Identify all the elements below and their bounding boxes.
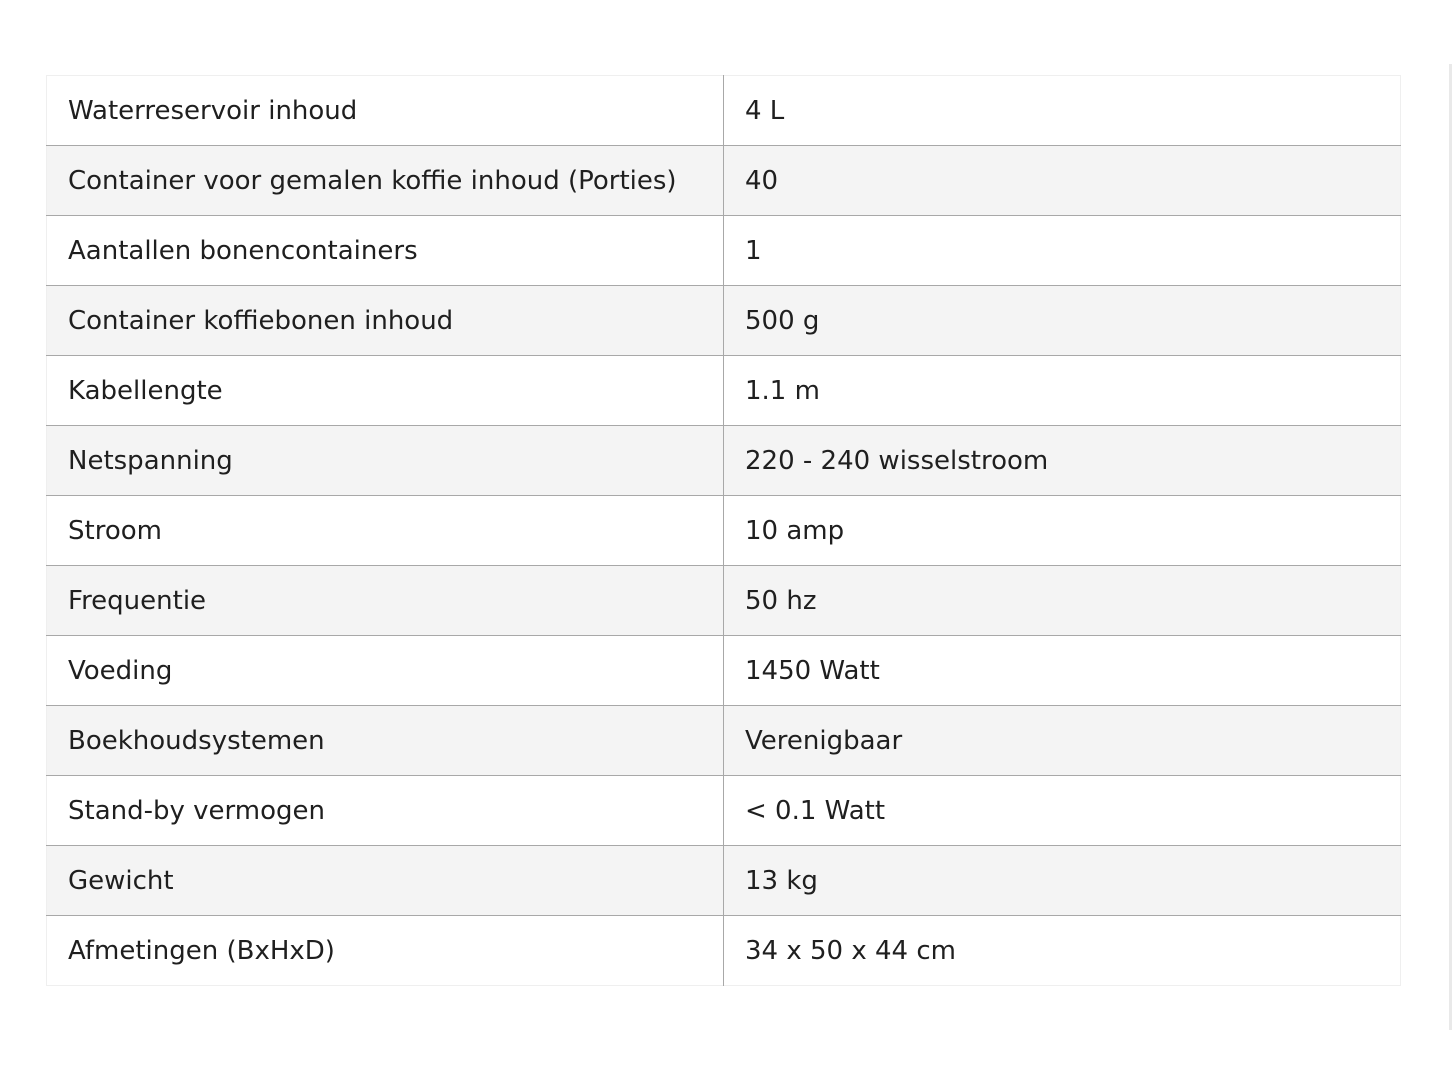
- spec-value: 500 g: [724, 286, 1401, 356]
- spec-label: Stroom: [47, 496, 724, 566]
- spec-label: Afmetingen (BxHxD): [47, 916, 724, 986]
- spec-value: 34 x 50 x 44 cm: [745, 935, 956, 966]
- spec-label: Container koffiebonen inhoud: [47, 286, 724, 356]
- spec-value: 10 amp: [724, 496, 1401, 566]
- spec-row: [47, 496, 1401, 566]
- spec-row: [47, 76, 1401, 146]
- spec-row: [47, 706, 1401, 776]
- scrollbar-track[interactable]: [1449, 64, 1452, 1030]
- spec-row: [47, 636, 1401, 706]
- spec-label: Container voor gemalen koffie inhoud (Porties): [47, 146, 724, 216]
- spec-label: Stand-by vermogen: [47, 776, 724, 846]
- spec-label: Waterreservoir inhoud: [47, 76, 724, 146]
- spec-row: [47, 566, 1401, 636]
- spec-label: Kabellengte: [47, 356, 724, 426]
- spec-label: Gewicht: [47, 846, 724, 916]
- spec-value: 1: [724, 216, 1401, 286]
- spec-row: [47, 146, 1401, 216]
- spec-value: 40: [724, 146, 1401, 216]
- spec-value: 13 kg: [724, 846, 1401, 916]
- spec-row: [47, 216, 1401, 286]
- spec-row: [47, 426, 1401, 496]
- spec-label: Frequentie: [47, 566, 724, 636]
- spec-row: [47, 286, 1401, 356]
- spec-value: 4 L: [724, 76, 1401, 146]
- spec-row: [47, 846, 1401, 916]
- spec-label: Aantallen bonencontainers: [47, 216, 724, 286]
- spec-value: 50 hz: [724, 566, 1401, 636]
- spec-value: 220 - 240 wisselstroom: [724, 426, 1401, 496]
- specifications-table: [46, 75, 1401, 986]
- spec-label: Voeding: [47, 636, 724, 706]
- spec-row: [47, 776, 1401, 846]
- spec-value: 1.1 m: [724, 356, 1401, 426]
- spec-row: [47, 916, 1401, 986]
- spec-label: Netspanning: [47, 426, 724, 496]
- spec-value: 1450 Watt: [724, 636, 1401, 706]
- spec-label: Boekhoudsystemen: [47, 706, 724, 776]
- spec-row: [47, 356, 1401, 426]
- spec-value: < 0.1 Watt: [724, 776, 1401, 846]
- spec-value: Verenigbaar: [724, 706, 1401, 776]
